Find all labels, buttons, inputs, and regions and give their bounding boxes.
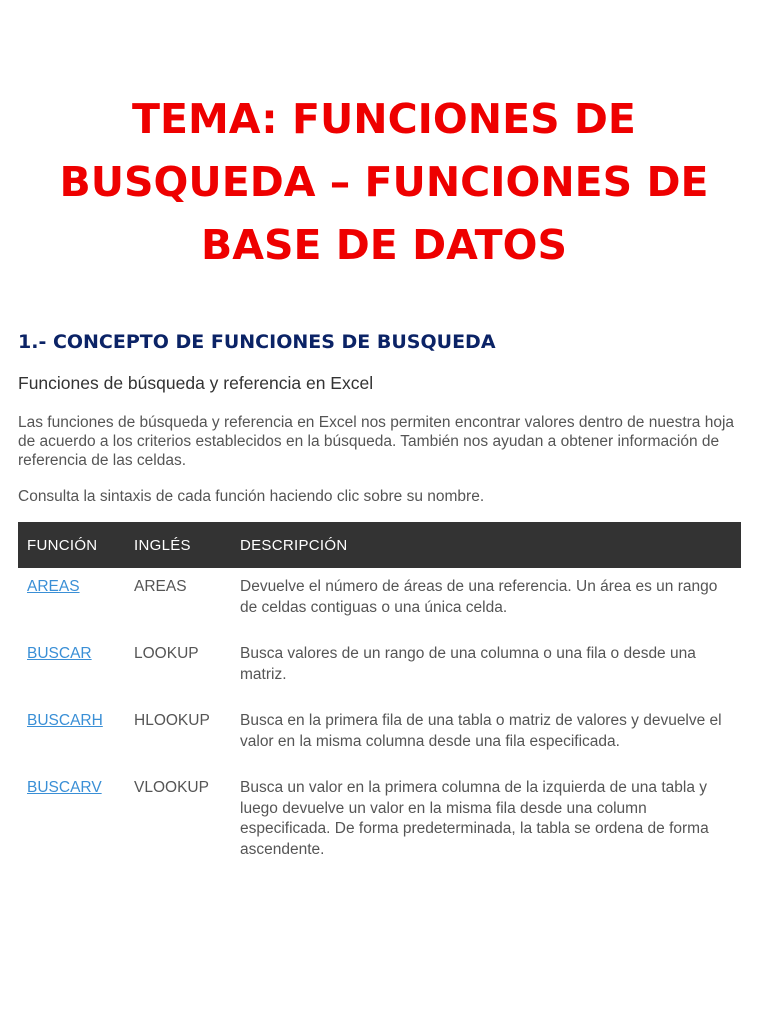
table-row [18, 568, 741, 634]
function-cell [18, 701, 125, 768]
function-link-buscar[interactable]: BUSCAR [27, 645, 92, 662]
table-header [18, 522, 741, 568]
function-link-buscarv[interactable]: BUSCARV [27, 779, 102, 796]
header-function: FUNCIÓN [18, 522, 125, 568]
function-cell [18, 568, 125, 634]
subheading: Funciones de búsqueda y referencia en Excel [18, 373, 374, 393]
description-cell: Busca un valor en la primera columna de la izquierda de una tabla y luego devuelve un valor en la misma fila desde una column especificada. De forma predeterminada, la tabla se ordena de forma ascendente. [240, 779, 709, 858]
table-row [18, 634, 741, 701]
table-header-row [18, 522, 741, 568]
section-heading: 1.- CONCEPTO DE FUNCIONES DE BUSQUEDA [18, 331, 496, 353]
function-link-buscarh[interactable]: BUSCARH [27, 712, 103, 729]
header-english: INGLÉS [125, 522, 231, 568]
function-cell [18, 634, 125, 701]
english-cell: HLOOKUP [134, 712, 210, 729]
english-cell: VLOOKUP [134, 779, 209, 796]
function-cell [18, 768, 125, 876]
table-row [18, 768, 741, 876]
description-cell: Busca valores de un rango de una columna o una fila o desde una matriz. [240, 645, 696, 683]
page-title: TEMA: FUNCIONES DE BUSQUEDA – FUNCIONES DE BASE DE DATOS [59, 95, 709, 269]
table-row [18, 701, 741, 768]
intro-paragraph: Las funciones de búsqueda y referencia en Excel nos permiten encontrar valores dentro de nuestra hoja de acuerdo a los criterios establecidos en la búsqueda. También nos ayudan a obtener información de referencia de las celdas. [18, 414, 735, 469]
consult-paragraph: Consulta la sintaxis de cada función haciendo clic sobre su nombre. [18, 488, 485, 505]
function-link-areas[interactable]: AREAS [27, 578, 80, 595]
functions-table [18, 522, 741, 876]
english-cell: LOOKUP [134, 645, 199, 662]
english-cell: AREAS [134, 578, 187, 595]
description-cell: Busca en la primera fila de una tabla o matriz de valores y devuelve el valor en la misma columna desde una fila especificada. [240, 712, 722, 750]
description-cell: Devuelve el número de áreas de una referencia. Un área es un rango de celdas contiguas o una única celda. [240, 578, 718, 616]
header-description: DESCRIPCIÓN [231, 522, 741, 568]
table-body [18, 568, 741, 876]
